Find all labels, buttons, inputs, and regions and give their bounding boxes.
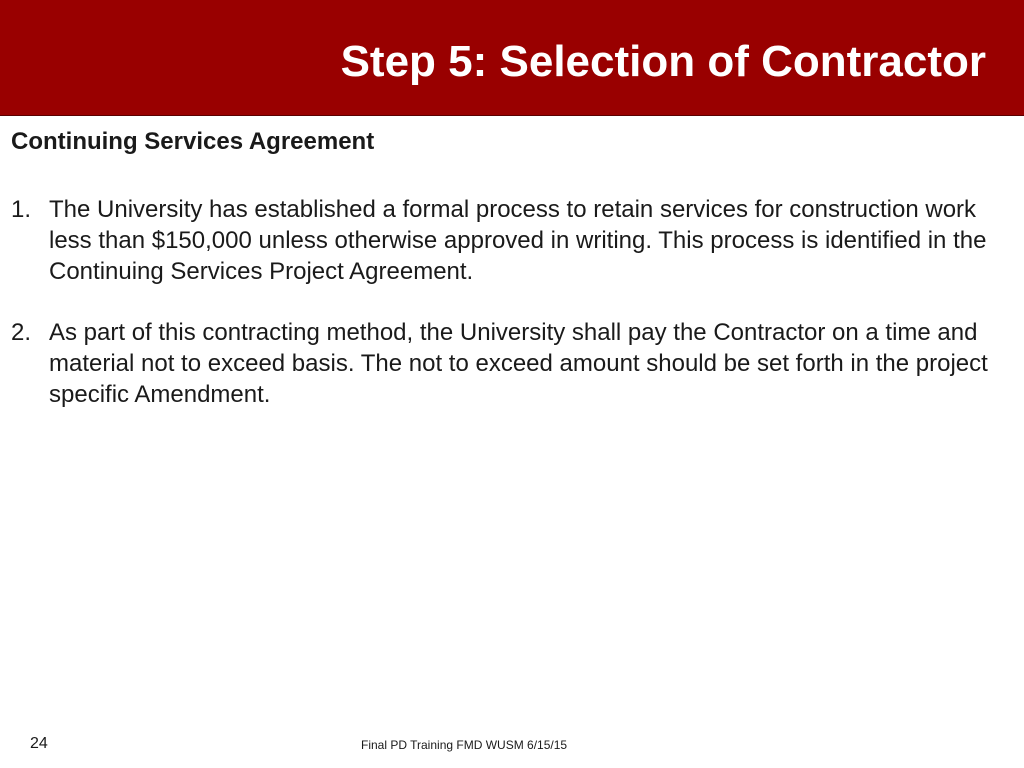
list-item-number: 2. [11,319,32,346]
list-item-text: The University has established a formal process to retain services for construction work less than $150,000 unless otherwise approved in writing. This process is identified in the Continuing Services Project Agreement. [49,196,987,285]
header-bar [0,0,1024,116]
footer-text: Final PD Training FMD WUSM 6/15/15 [361,738,568,752]
section-heading: Continuing Services Agreement [11,128,375,155]
list-item [11,194,1019,287]
list-item-text: As part of this contracting method, the University shall pay the Contractor on a time and material not to exceed basis. The not to exceed amount should be set forth in the project specific Amendment. [49,319,988,408]
numbered-list [11,194,1019,410]
list-item-number: 1. [11,196,32,223]
slide-title: Step 5: Selection of Contractor [340,37,986,86]
slide-number: 24 [30,735,48,752]
list-item [11,317,1019,410]
